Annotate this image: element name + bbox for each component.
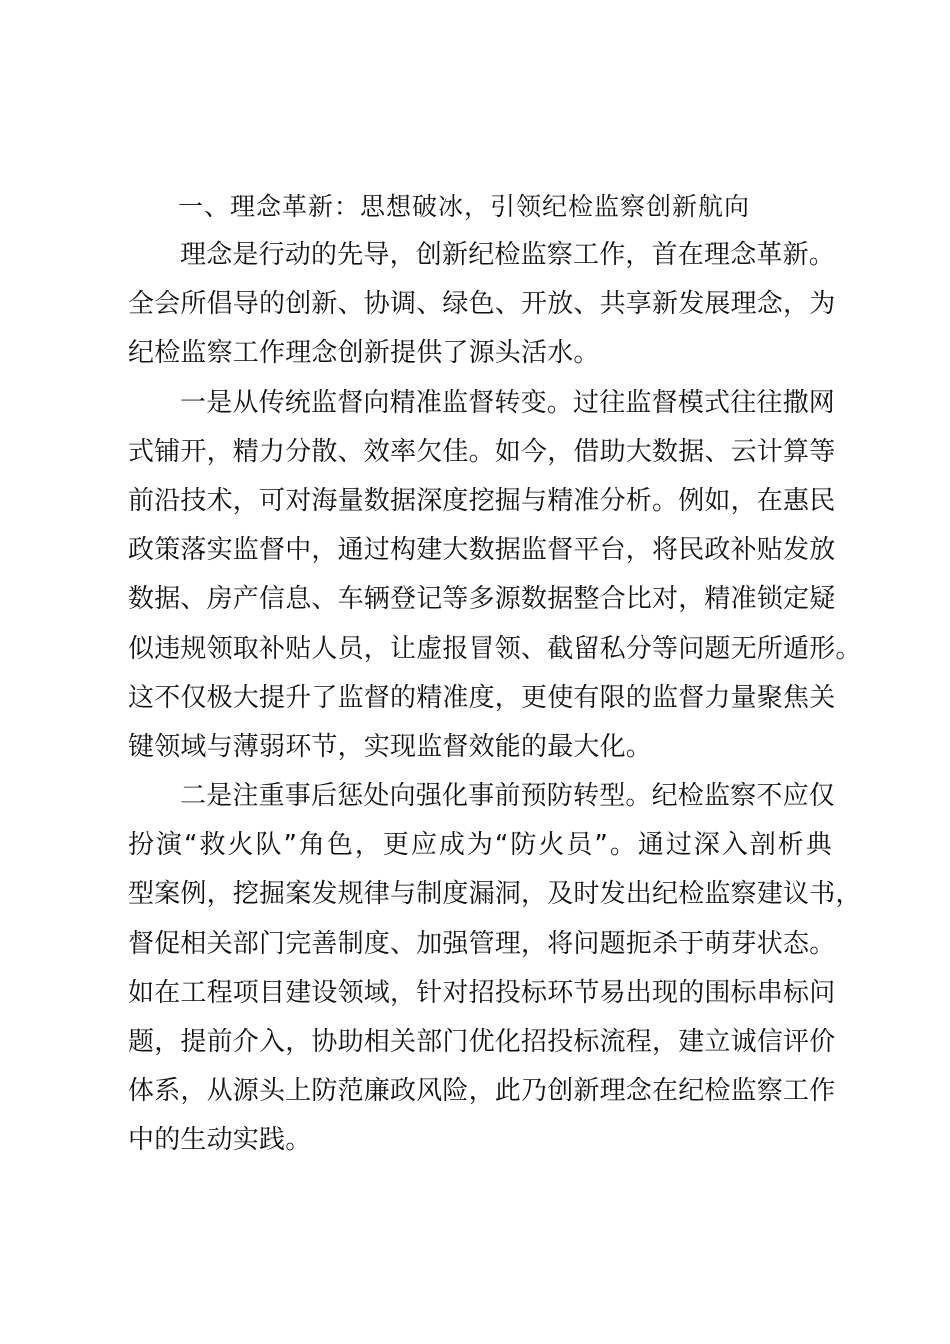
paragraph-line: 督促相关部门完善制度、加强管理，将问题扼杀于萌芽状态。 — [128, 928, 836, 959]
paragraph-line: 中的生动实践。 — [128, 1125, 312, 1156]
paragraph-1 — [128, 231, 836, 379]
paragraph-line: 式铺开，精力分散、效率欠佳。如今，借助大数据、云计算等 — [128, 436, 836, 467]
paragraph-line: 数据、房产信息、车辆登记等多源数据整合比对，精准锁定疑 — [128, 584, 836, 615]
paragraph-line: 政策落实监督中，通过构建大数据监督平台，将民政补贴发放 — [128, 535, 836, 566]
paragraph-line: 扮演“救火队”角色，更应成为“防火员”。通过深入剖析典 — [128, 830, 832, 861]
paragraph-line: 键领域与薄弱环节，实现监督效能的最大化。 — [128, 731, 653, 762]
paragraph-line: 如在工程项目建设领域，针对招投标环节易出现的围标串标问 — [128, 977, 836, 1008]
paragraph-line: 二是注重事后惩处向强化事前预防转型。纪检监察不应仅 — [180, 781, 836, 812]
section-heading: 一、理念革新：思想破冰，引领纪检监察创新航向 — [178, 192, 751, 221]
document-body — [128, 183, 862, 1166]
paragraph-line: 全会所倡导的创新、协调、绿色、开放、共享新发展理念，为 — [128, 289, 836, 320]
paragraph-2 — [128, 379, 862, 773]
paragraph-line: 理念是行动的先导，创新纪检监察工作，首在理念革新。 — [180, 240, 836, 270]
paragraph-line: 题，提前介入，协助相关部门优化招投标流程，建立诚信评价 — [128, 1027, 836, 1057]
paragraph-line: 前沿技术，可对海量数据深度挖掘与精准分析。例如，在惠民 — [128, 485, 836, 516]
paragraph-3 — [128, 772, 862, 1166]
paragraph-line: 似违规领取补贴人员，让虚报冒领、截留私分等问题无所遁形。 — [128, 633, 862, 664]
paragraph-line: 这不仅极大提升了监督的精准度，更使有限的监督力量聚焦关 — [128, 682, 836, 713]
paragraph-line: 一是从传统监督向精准监督转变。过往监督模式往往撒网 — [180, 387, 836, 418]
paragraph-line: 型案例，挖掘案发规律与制度漏洞，及时发出纪检监察建议书， — [128, 879, 862, 910]
paragraph-line: 体系，从源头上防范廉政风险，此乃创新理念在纪检监察工作 — [128, 1076, 836, 1107]
paragraph-line: 纪检监察工作理念创新提供了源头活水。 — [128, 338, 600, 369]
